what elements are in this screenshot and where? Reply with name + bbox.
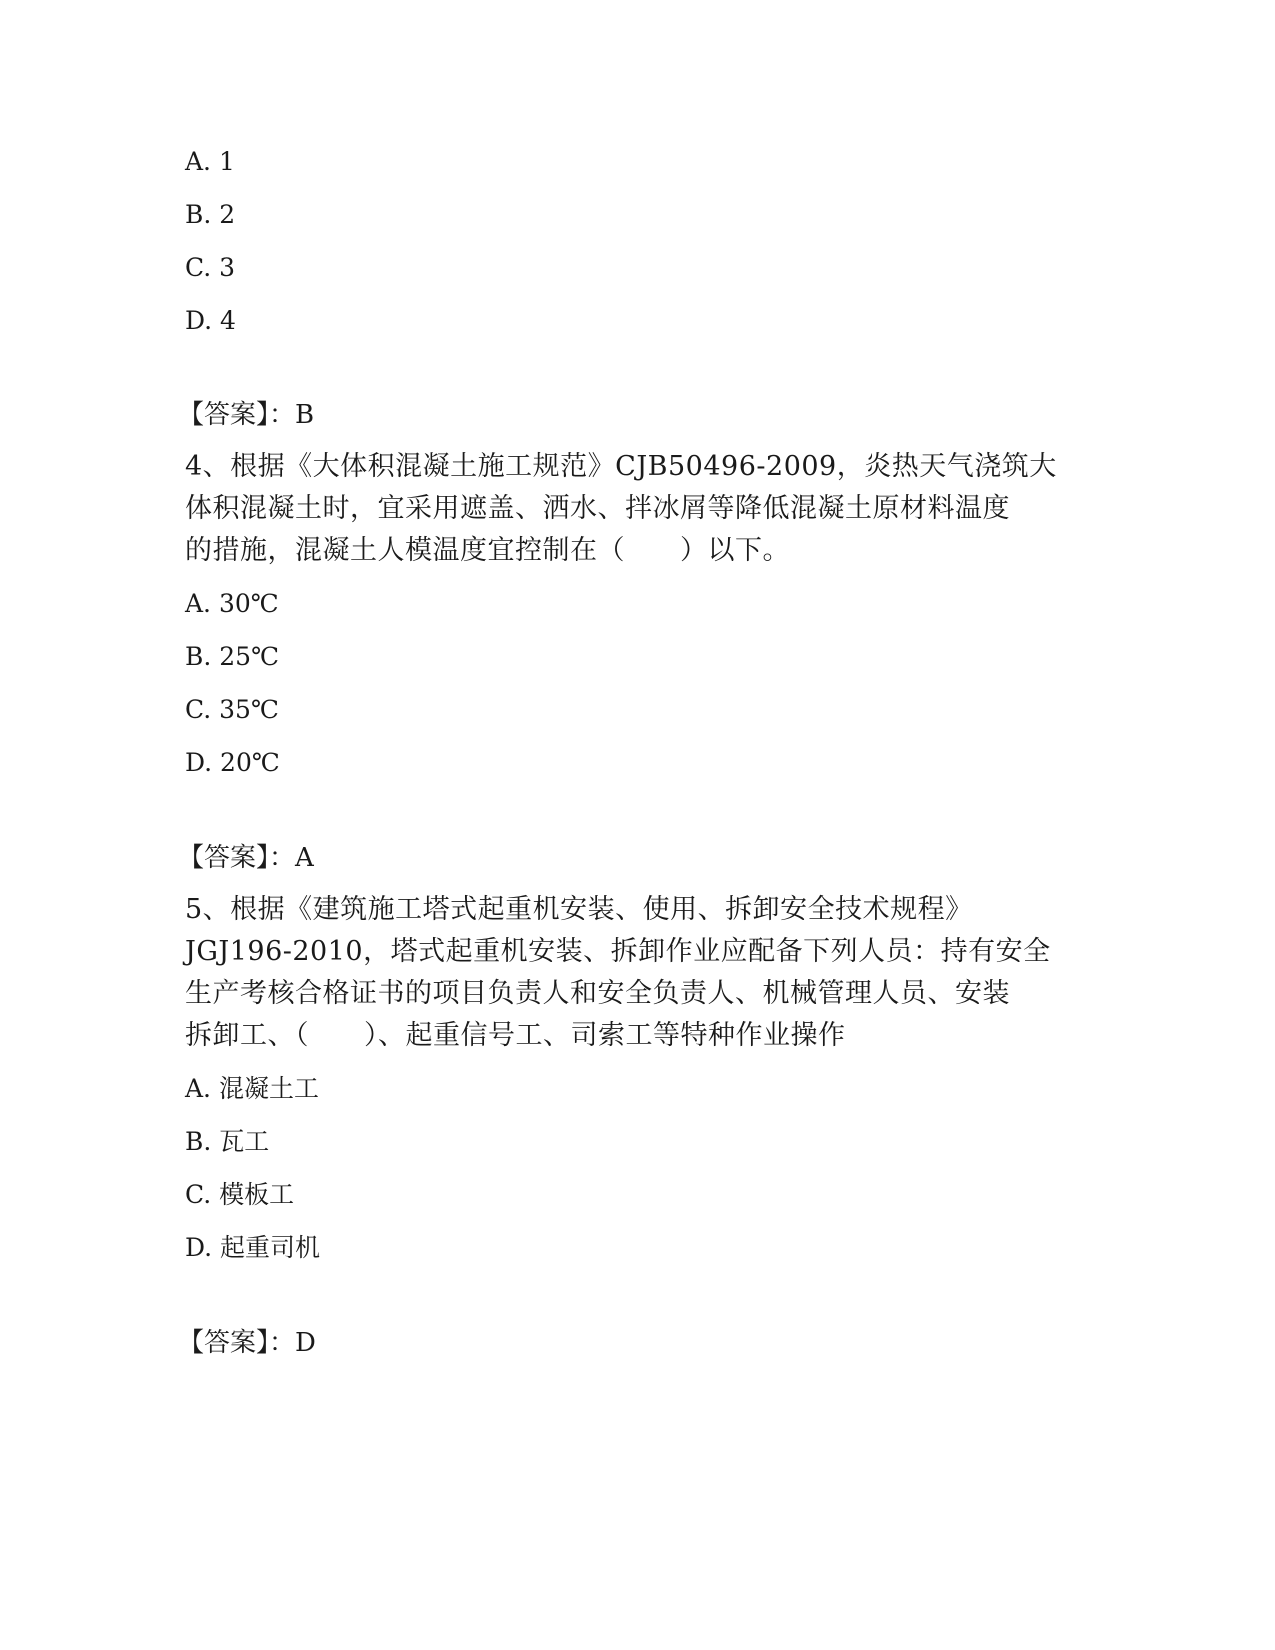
- q3-option-b: B. 2: [185, 200, 236, 229]
- q3-option-a: A. 1: [185, 147, 235, 176]
- q3-answer: 【答案】：B: [178, 400, 315, 430]
- q5-stem-line: 生产考核合格证书的项目负责人和安全负责人、机械管理人员、安装: [185, 978, 1010, 1009]
- q5-stem-line: JGJ196-2010，塔式起重机安装、拆卸作业应配备下列人员：持有安全: [185, 936, 1051, 967]
- q5-answer: 【答案】：D: [178, 1328, 316, 1358]
- q5-stem-line: 拆卸工、（ ）、起重信号工、司索工等特种作业操作: [185, 1020, 846, 1051]
- q4-answer: 【答案】：A: [178, 843, 314, 873]
- q4-stem: [185, 446, 1085, 572]
- q5-option-a: A. 混凝土工: [185, 1074, 319, 1103]
- q3-option-d: D. 4: [185, 306, 236, 335]
- q4-stem-line: 体积混凝土时，宜采用遮盖、洒水、拌冰屑等降低混凝土原材料温度: [185, 493, 1010, 524]
- q4-stem-line: 4、根据《大体积混凝土施工规范》CJB50496-2009，炎热天气浇筑大: [185, 451, 1057, 482]
- q4-option-b: B. 25℃: [185, 642, 280, 671]
- q4-stem-line: 的措施，混凝土人模温度宜控制在（ ）以下。: [185, 535, 790, 566]
- q5-stem: [185, 889, 1085, 1057]
- q4-option-d: D. 20℃: [185, 748, 280, 777]
- q5-option-c: C. 模板工: [185, 1180, 295, 1209]
- q5-option-b: B. 瓦工: [185, 1127, 270, 1156]
- q4-option-c: C. 35℃: [185, 695, 279, 724]
- q4-option-a: A. 30℃: [185, 589, 279, 618]
- q5-stem-line: 5、根据《建筑施工塔式起重机安装、使用、拆卸安全技术规程》: [185, 894, 973, 925]
- q3-option-c: C. 3: [185, 253, 236, 282]
- q5-option-d: D. 起重司机: [185, 1233, 321, 1262]
